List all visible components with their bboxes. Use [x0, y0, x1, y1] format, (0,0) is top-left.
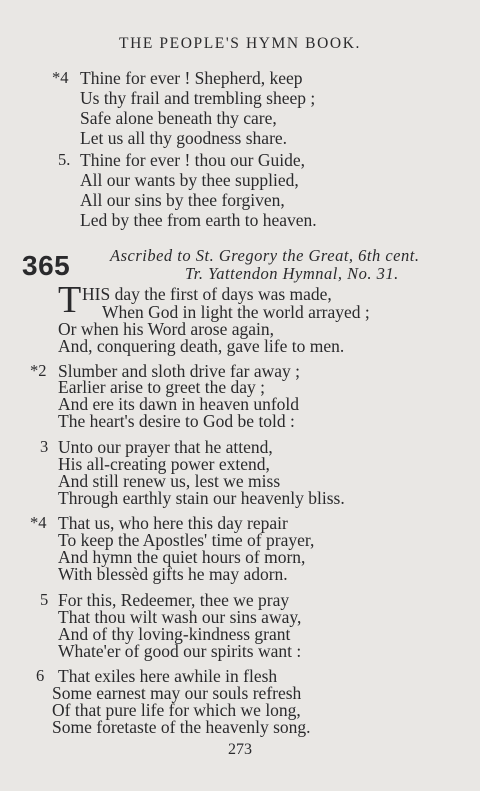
verse-number: *2 — [30, 361, 47, 380]
verse-line: All our sins by thee forgiven, — [80, 190, 285, 210]
verse-line: All our wants by thee supplied, — [80, 170, 299, 190]
verse-line: Us thy frail and trembling sheep ; — [80, 88, 316, 108]
verse-line: Earlier arise to greet the day ; — [58, 377, 265, 397]
verse-line: Or when his Word arose again, — [58, 319, 274, 339]
verse-line: To keep the Apostles' time of prayer, — [58, 530, 315, 550]
verse-number: 3 — [40, 437, 49, 456]
translation-credit: Tr. Yattendon Hymnal, No. 31. — [185, 264, 399, 283]
verse-line: The heart's desire to God be told : — [58, 411, 295, 431]
verse-number: 5. — [58, 150, 71, 169]
verse-line: That us, who here this day repair — [58, 513, 288, 533]
verse-line: Led by thee from earth to heaven. — [80, 210, 317, 230]
verse-number: *4 — [52, 68, 69, 87]
verse-line: Let us all thy goodness share. — [80, 128, 288, 148]
page-number: 273 — [228, 741, 252, 758]
verse-line: HIS day the first of days was made, — [82, 284, 332, 304]
verse-line: And of thy loving-kindness grant — [58, 624, 291, 644]
verse-line: Whate'er of good our spirits want : — [58, 641, 302, 661]
verse-number: 5 — [40, 590, 49, 609]
verse-line: Some earnest may our souls refresh — [52, 683, 302, 703]
verse-line: And still renew us, lest we miss — [58, 471, 281, 491]
verse-number: 6 — [36, 666, 45, 685]
verse-line: Slumber and sloth drive far away ; — [58, 361, 301, 381]
verse-number: *4 — [30, 513, 47, 532]
verse-line: And ere its dawn in heaven unfold — [58, 394, 300, 414]
verse-line: For this, Redeemer, thee we pray — [58, 590, 290, 610]
running-header: THE PEOPLE'S HYMN BOOK. — [119, 35, 361, 52]
verse-line: When God in light the world arrayed ; — [102, 302, 370, 322]
verse-line: And, conquering death, gave life to men. — [58, 336, 345, 356]
verse-line: Unto our prayer that he attend, — [58, 437, 273, 457]
verse-line: And hymn the quiet hours of morn, — [58, 547, 306, 567]
verse-line: His all-creating power extend, — [58, 454, 270, 474]
verse-line: That exiles here awhile in flesh — [58, 666, 278, 686]
hymn-number: 365 — [22, 250, 71, 281]
verse-line: Some foretaste of the heavenly song. — [52, 717, 311, 737]
verse-line: Thine for ever ! Shepherd, keep — [80, 68, 303, 88]
verse-line: Through earthly stain our heavenly bliss. — [58, 488, 345, 508]
verse-line: With blessèd gifts he may adorn. — [58, 564, 288, 584]
verse-line: Of that pure life for which we long, — [52, 700, 301, 720]
drop-cap: T — [58, 279, 82, 321]
verse-line: That thou wilt wash our sins away, — [58, 607, 302, 627]
ascription: Ascribed to St. Gregory the Great, 6th cent. — [110, 246, 420, 265]
verse-line: Safe alone beneath thy care, — [80, 108, 277, 128]
verse-line: Thine for ever ! thou our Guide, — [80, 150, 305, 170]
